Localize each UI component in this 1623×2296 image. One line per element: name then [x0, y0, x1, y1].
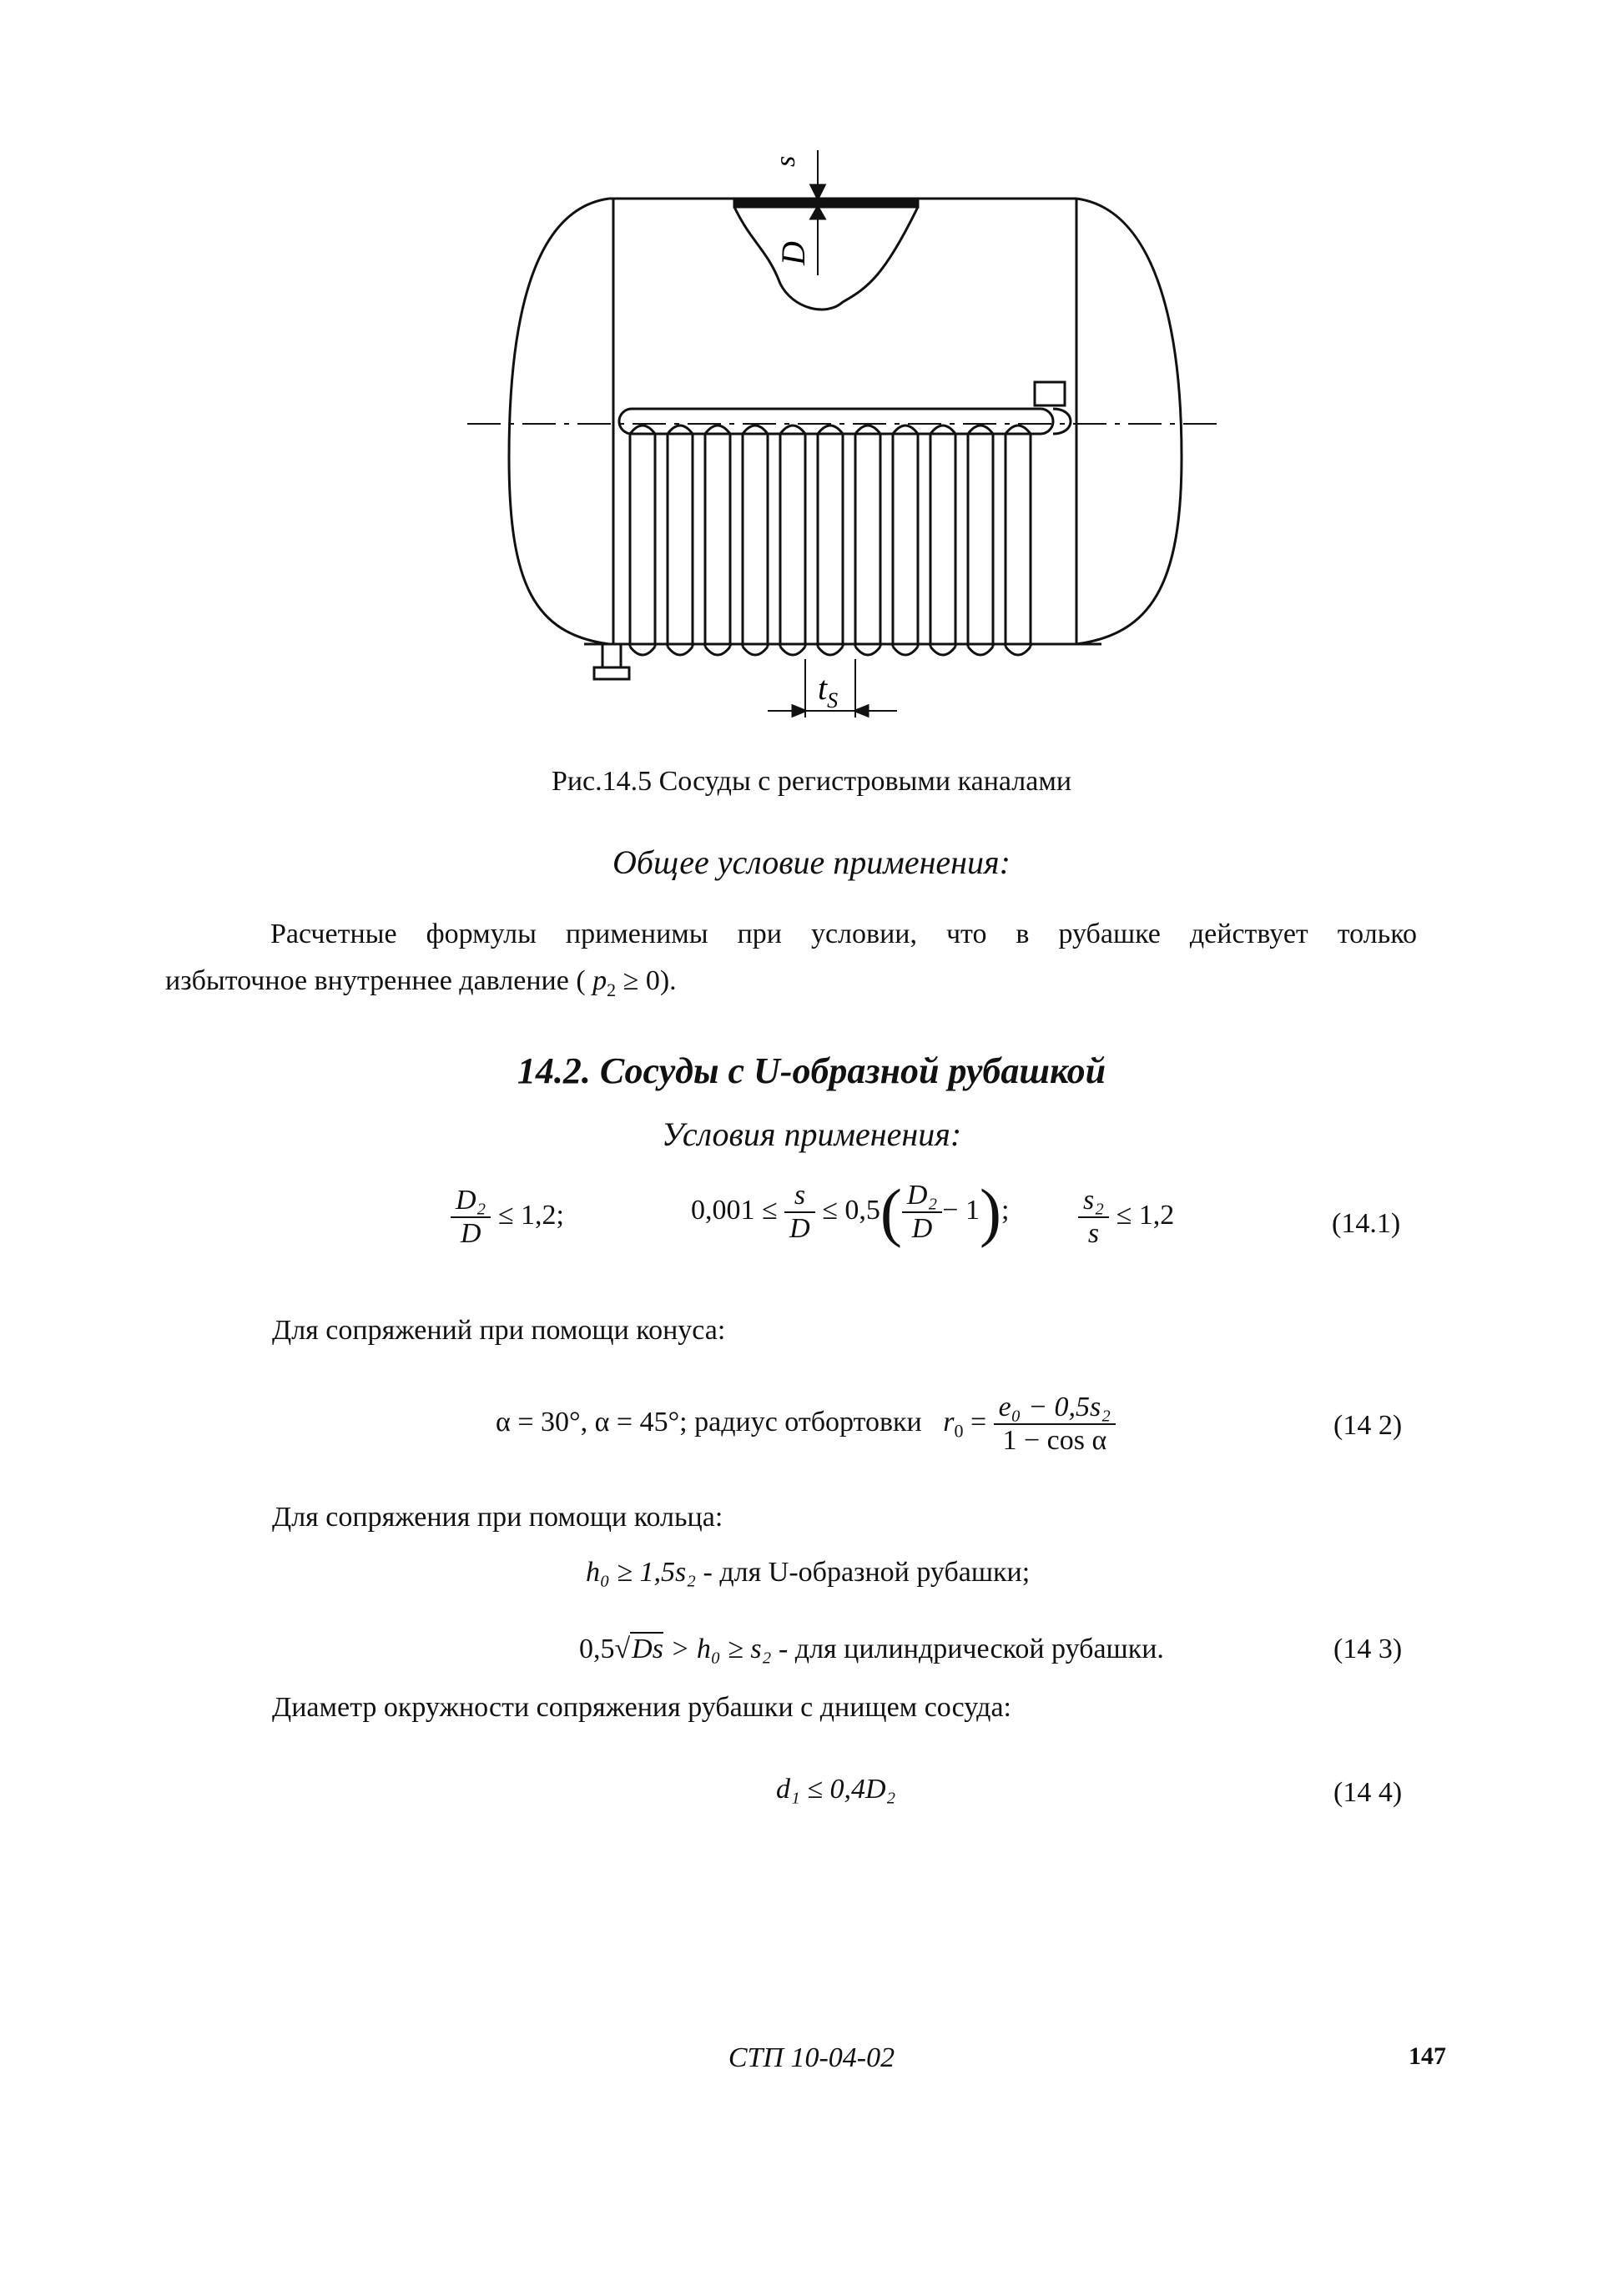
section-subheading: Условия применения:: [661, 1115, 962, 1153]
vessel-left-head: [509, 199, 609, 644]
eq-14-2: α = 30°, α = 45°; радиус отбортовки $r_0$ = $\frac{\text{e₀ − 0,5s₂}}{\text{1 − cos α}}$: [496, 1392, 1116, 1457]
figure-caption: Рис.14.5 Сосуды с регистровыми каналами: [551, 766, 1072, 797]
eq-14-1-part2: 0,001 ≤ $\frac{s}{D}$ ≤ 0,5( $\frac{\text{D₂}}{D}$ − 1);: [691, 1176, 1010, 1248]
section-title: 14.2. Сосуды с U-образной рубашкой: [517, 1050, 1106, 1091]
footer-doc-code: СТП 10-04-02: [728, 2042, 895, 2073]
vessel-drawing: [451, 133, 1235, 751]
general-condition-heading: Общее условие применения:: [612, 843, 1011, 881]
eq-14-3-number: (14 3): [1333, 1634, 1403, 1664]
cone-intro: Для сопряжений при помощи конуса:: [272, 1315, 726, 1346]
figure-label-s: s: [770, 155, 801, 167]
diameter-intro: Диаметр окружности сопряжения рубашки с днищем сосуда:: [272, 1692, 1011, 1723]
eq-14-1-part3: $\frac{\text{s₂}}{s}$ ≤ 1,2: [1078, 1185, 1174, 1250]
eq-14-4: d₁ ≤ 0,4D₂: [776, 1774, 896, 1805]
page-number: 147: [1409, 2042, 1446, 2070]
eq-14-1-number: (14.1): [1332, 1208, 1401, 1239]
eq-14-1-part1: $\frac{\text{D₂}}{D}$ ≤ 1,2;: [451, 1185, 564, 1250]
figure-label-ts: $t_S$: [818, 669, 839, 712]
ring-intro: Для сопряжения при помощи кольца:: [272, 1502, 723, 1533]
eq-14-2-number: (14 2): [1333, 1410, 1403, 1441]
vessel-right-head: [1076, 199, 1182, 644]
figure-label-d: D: [774, 241, 812, 265]
ring-line1: h₀ ≥ 1,5s₂ - для U-образной рубашки;: [586, 1557, 1031, 1588]
eq-14-4-number: (14 4): [1333, 1777, 1403, 1808]
general-condition-paragraph: Расчетные формулы применимы при условии, что в рубашке действует только избыточное внутреннее давление ( $p_2 \ge 0$).: [165, 919, 1417, 1000]
eq-14-3: 0,5√Ds > h₀ ≥ s₂ - для цилиндрической рубашки.: [579, 1634, 1164, 1664]
